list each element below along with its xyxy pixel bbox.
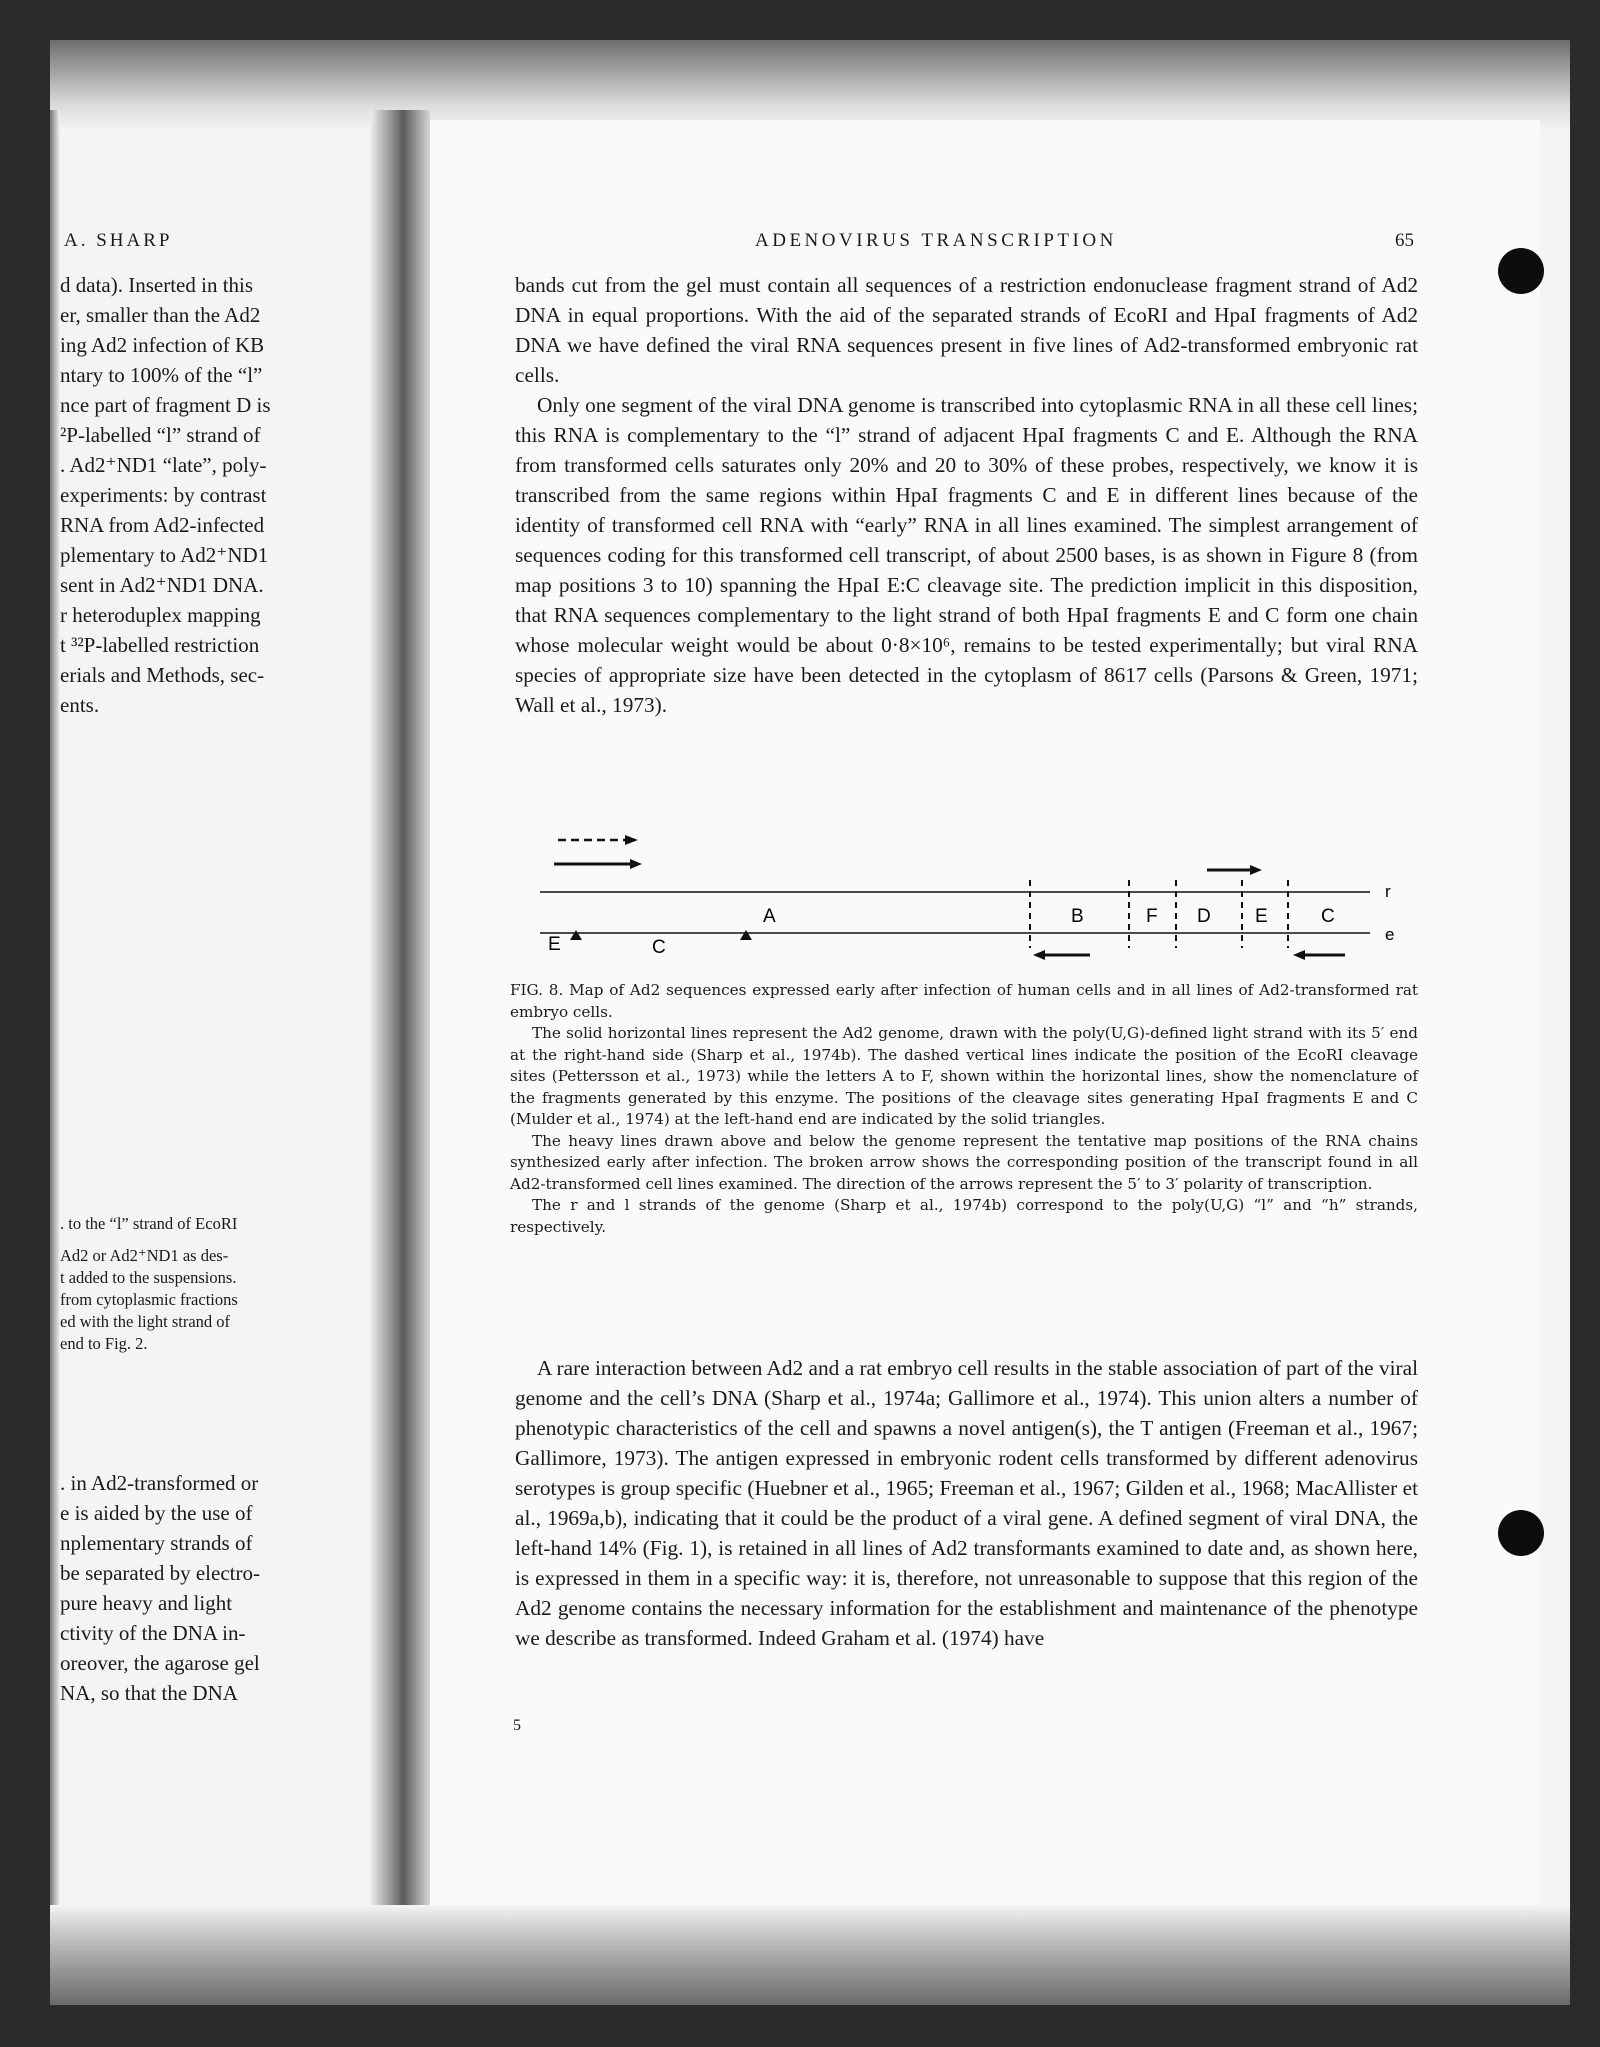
left-page-line: . Ad2⁺ND1 “late”, poly- (60, 453, 267, 477)
left-page-line: d data). Inserted in this (60, 273, 254, 297)
strand-label-e: e (1385, 925, 1395, 944)
body-paragraphs-bottom (515, 1353, 1418, 1653)
left-page-line: ²P-labelled “l” strand of (60, 423, 261, 447)
left-page-line: oreover, the agarose gel (60, 1651, 260, 1675)
caption-paragraph-1: The solid horizontal lines represent the Ad2 genome, drawn with the poly(U,G)-defined light strand with its 5′ end at the right-hand side (Sharp et al., 1974b). The dashed vertical lines indicate the position of the EcoRI cleavage sites (Pettersson et al., 1973) while the letters A to F, shown within the horizontal lines, show the nomenclature of the fragments generated by this enzyme. The positions of the cleavage sites generating HpaI fragments E and C (Mulder et al., 1974) at the left-hand end are indicated by the solid triangles. (510, 1024, 1418, 1128)
signature-mark: 5 (513, 1717, 521, 1734)
paragraph-3: A rare interaction between Ad2 and a rat embryo cell results in the stable association of part of the viral genome and the cell’s DNA (Sharp et al., 1974a; Gallimore et al., 1974). This union alters a number of phenotypic characteristics of the cell and spawns a novel antigen(s), the T antigen (Freeman et al., 1967; Gallimore, 1973). The antigen expressed in embryonic rodent cells transformed by different adenovirus serotypes is group specific (Huebner et al., 1965; Freeman et al., 1967; Gilden et al., 1968; MacAllister et al., 1969a,b), indicating that it could be the product of a viral gene. A defined segment of viral DNA, the left-hand 14% (Fig. 1), is retained in all lines of Ad2 transformants examined to date and, as shown here, is expressed in them in a specific way: it is, therefore, not unreasonable to suppose that this region of the Ad2 genome contains the necessary information for the establishment and maintenance of the phenotype we describe as transformed. Indeed Graham et al. (1974) have (515, 1356, 1418, 1650)
left-running-header: A. SHARP (64, 230, 173, 251)
left-page-line: pure heavy and light (60, 1591, 233, 1615)
left-page-line: ing Ad2 infection of KB (60, 333, 265, 357)
punch-hole-top (1498, 248, 1544, 294)
early-rna-arrow-bottom-1 (1033, 950, 1090, 960)
fragment-label-a: A (763, 906, 776, 927)
left-page-line: plementary to Ad2⁺ND1 (60, 543, 269, 567)
left-page-line: ents. (60, 693, 100, 717)
scan-shadow-top (50, 40, 1570, 130)
left-page-line: erials and Methods, sec- (60, 663, 265, 687)
left-page-line: from cytoplasmic fractions (60, 1290, 238, 1309)
fragment-label-d: D (1197, 906, 1211, 927)
early-rna-arrow-right-top (1207, 865, 1262, 875)
figure-8-genome-map (530, 820, 1420, 975)
strand-label-r: r (1385, 882, 1391, 901)
scan-shadow-bottom (50, 1905, 1570, 2005)
left-page-line: ntary to 100% of the “l” (60, 363, 263, 387)
hpai-site-triangle-2 (740, 930, 752, 940)
left-page-line: nce part of fragment D is (60, 393, 271, 417)
left-page-line: NA, so that the DNA (60, 1681, 238, 1705)
paragraph-1: bands cut from the gel must contain all sequences of a restriction endonuclease fragment strand of Ad2 DNA in equal proportions. With the aid of the separated strands of EcoRI and HpaI fragments of Ad2 DNA we have defined the viral RNA sequences present in five lines of Ad2-transformed embryonic rat cells. (515, 273, 1418, 387)
left-page-line: Ad2 or Ad2⁺ND1 as des- (60, 1246, 229, 1265)
scan-shadow-left (50, 110, 60, 1920)
left-page-line: . in Ad2-transformed or (60, 1471, 259, 1495)
figure-8-caption (510, 980, 1418, 1238)
left-page-line: er, smaller than the Ad2 (60, 303, 261, 327)
fragment-label-e: E (1255, 906, 1268, 927)
page-number: 65 (1395, 230, 1414, 251)
left-page-line: nplementary strands of (60, 1531, 253, 1555)
punch-hole-bottom (1498, 1510, 1544, 1556)
caption-title: FIG. 8. Map of Ad2 sequences expressed early after infection of human cells and in all lines of Ad2-transformed rat embryo cells. (510, 981, 1418, 1021)
body-paragraphs-top (515, 270, 1418, 720)
ecori-cleavage-sites (1030, 880, 1288, 948)
left-page-line: RNA from Ad2-infected (60, 513, 265, 537)
left-page-line: end to Fig. 2. (60, 1334, 148, 1353)
hpai-site-triangle-1 (570, 930, 582, 940)
hpai-label-c: C (652, 937, 666, 958)
caption-paragraph-3: The r and l strands of the genome (Sharp et al., 1974b) correspond to the poly(U,G) “l” and “h” strands, respectively. (510, 1196, 1418, 1236)
left-page-line: ed with the light strand of (60, 1312, 231, 1331)
book-gutter (370, 110, 430, 1920)
left-page-line: t ³²P-labelled restriction (60, 633, 260, 657)
left-page-line: . to the “l” strand of EcoRI (60, 1214, 238, 1233)
left-page-line: be separated by electro- (60, 1561, 260, 1585)
fragment-label-f: F (1146, 906, 1158, 927)
left-page-line: e is aided by the use of (60, 1501, 253, 1525)
early-rna-arrow-left (554, 859, 642, 869)
left-page-line: sent in Ad2⁺ND1 DNA. (60, 573, 264, 597)
broken-arrow-transformed-transcript (558, 835, 638, 845)
fragment-label-c: C (1321, 906, 1335, 927)
hpai-label-e: E (548, 934, 561, 955)
running-title: ADENOVIRUS TRANSCRIPTION (755, 230, 1117, 251)
caption-paragraph-2: The heavy lines drawn above and below the genome represent the tentative map positions of the RNA chains synthesized early after infection. The broken arrow shows the corresponding position of the transcript found in all Ad2-transformed cell lines examined. The direction of the arrows represent the 5′ to 3′ polarity of transcription. (510, 1131, 1418, 1193)
left-page-line: experiments: by contrast (60, 483, 267, 507)
fragment-label-b: B (1071, 906, 1084, 927)
left-page-line: r heteroduplex mapping (60, 603, 261, 627)
left-page-line: ctivity of the DNA in- (60, 1621, 246, 1645)
left-page-line: t added to the suspensions. (60, 1268, 237, 1287)
early-rna-arrow-bottom-2 (1293, 950, 1345, 960)
paragraph-2: Only one segment of the viral DNA genome is transcribed into cytoplasmic RNA in all these cell lines; this RNA is complementary to the “l” strand of adjacent HpaI fragments C and E. Although the RNA from transformed cells saturates only 20% and 20 to 30% of these probes, respectively, we know it is transcribed from the same regions within HpaI fragments C and E in different lines because of the identity of transformed cell RNA with “early” RNA in all lines examined. The simplest arrangement of sequences coding for this transformed cell transcript, of about 2500 bases, is as shown in Figure 8 (from map positions 3 to 10) spanning the HpaI E:C cleavage site. The prediction implicit in this disposition, that RNA sequences complementary to the light strand of both HpaI fragments E and C form one chain whose molecular weight would be about 0·8×10⁶, remains to be tested experimentally; but viral RNA species of appropriate size have been detected in the cytoplasm of 8617 cells (Parsons & Green, 1971; Wall et al., 1973). (515, 393, 1418, 717)
